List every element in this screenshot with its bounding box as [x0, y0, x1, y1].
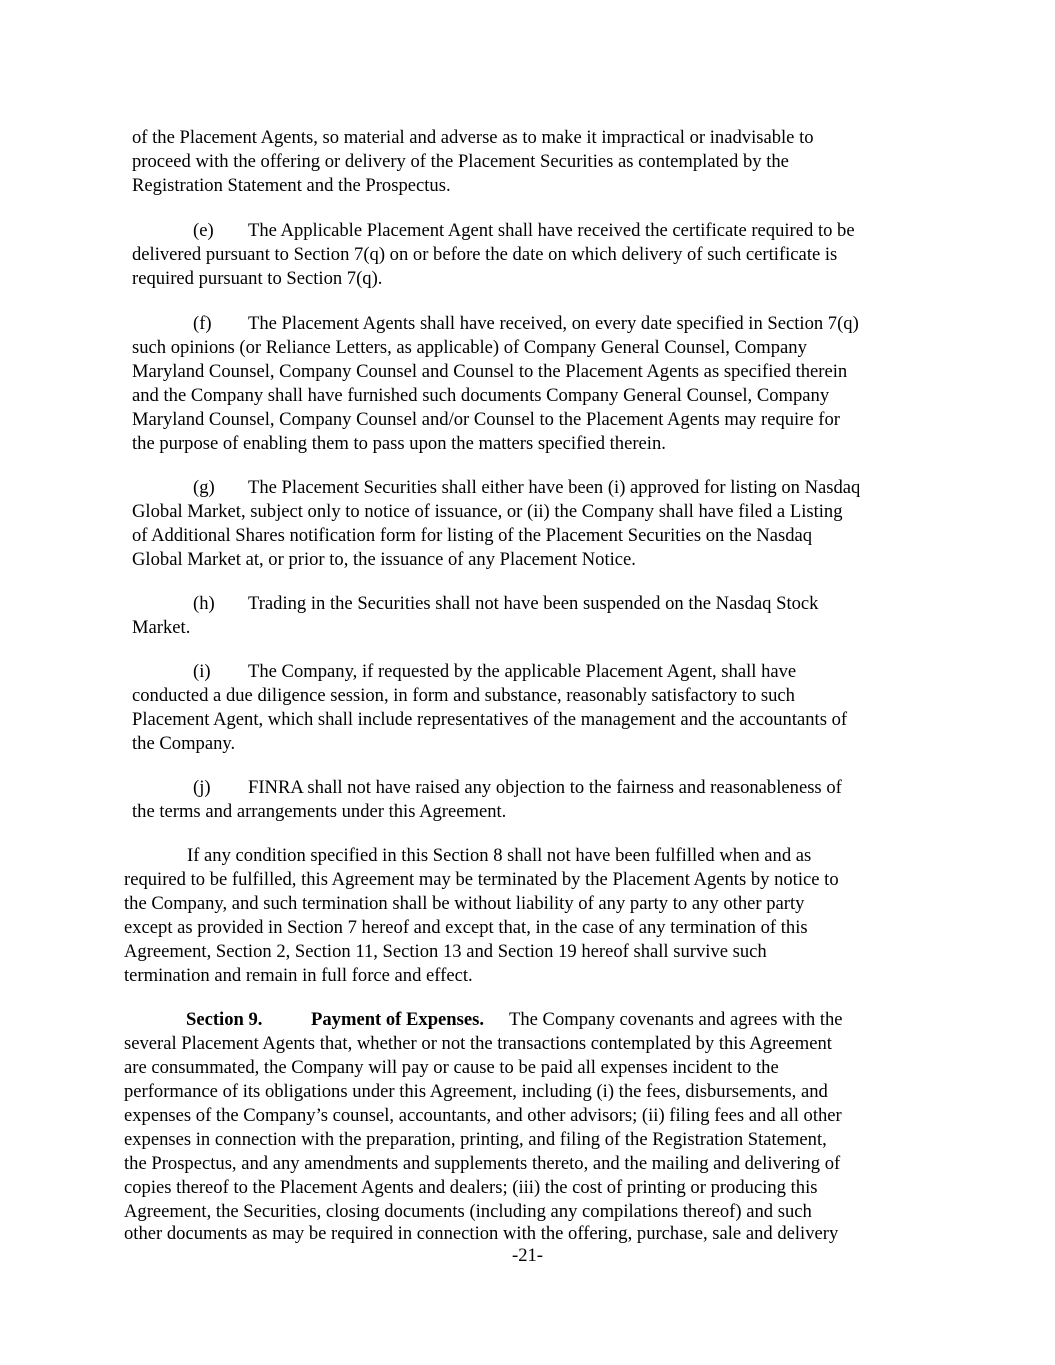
text-line: The Placement Securities shall either have been (i) approved for listing on Nasdaq [248, 477, 861, 498]
text-line: except as provided in Section 7 hereof and except that, in the case of any termination of this [124, 917, 808, 938]
text-line: expenses in connection with the preparation, printing, and filing of the Registration Statement, [124, 1129, 827, 1150]
text-line: such opinions (or Reliance Letters, as applicable) of Company General Counsel, Company [132, 337, 807, 358]
text-line: are consummated, the Company will pay or cause to be paid all expenses incident to the [124, 1057, 779, 1078]
text-line: expenses of the Company’s counsel, accountants, and other advisors; (ii) filing fees and all other [124, 1105, 842, 1126]
text-line: Registration Statement and the Prospectus. [132, 175, 451, 196]
section-heading: Payment of Expenses. [311, 1009, 485, 1030]
page-number: -21- [512, 1245, 543, 1266]
clause-label: (e) [193, 220, 214, 241]
text-line: The Company covenants and agrees with the [509, 1009, 843, 1030]
text-line: Global Market, subject only to notice of issuance, or (ii) the Company shall have filed a Listing [132, 501, 843, 522]
clause-label: (h) [193, 593, 215, 614]
text-line: copies thereof to the Placement Agents and dealers; (iii) the cost of printing or producing this [124, 1177, 818, 1198]
text-line: of the Placement Agents, so material and adverse as to make it impractical or inadvisable to [132, 127, 814, 148]
text-line: other documents as may be required in connection with the offering, purchase, sale and delivery [124, 1223, 839, 1244]
text-line: FINRA shall not have raised any objection to the fairness and reasonableness of [248, 777, 842, 798]
text-line: several Placement Agents that, whether or not the transactions contemplated by this Agreement [124, 1033, 832, 1054]
text-line: termination and remain in full force and effect. [124, 965, 473, 986]
text-line: delivered pursuant to Section 7(q) on or before the date on which delivery of such certificate is [132, 244, 838, 265]
text-line: of Additional Shares notification form for listing of the Placement Securities on the Nasdaq [132, 525, 813, 546]
text-line: performance of its obligations under this Agreement, including (i) the fees, disbursements, and [124, 1081, 828, 1102]
text-line: the Company. [132, 733, 236, 754]
text-line: The Company, if requested by the applicable Placement Agent, shall have [248, 661, 797, 682]
text-line: Agreement, Section 2, Section 11, Section 13 and Section 19 hereof shall survive such [124, 941, 767, 962]
text-line: Maryland Counsel, Company Counsel and Counsel to the Placement Agents as specified therein [132, 361, 848, 382]
text-line: Agreement, the Securities, closing documents (including any compilations thereof) and such [124, 1201, 812, 1222]
text-line: The Placement Agents shall have received, on every date specified in Section 7(q) [248, 313, 859, 334]
text-line: The Applicable Placement Agent shall have received the certificate required to be [248, 220, 855, 241]
clause-label: (j) [193, 777, 211, 798]
text-line: conducted a due diligence session, in form and substance, reasonably satisfactory to such [132, 685, 795, 706]
text-line: required pursuant to Section 7(q). [132, 268, 383, 289]
text-line: proceed with the offering or delivery of the Placement Securities as contemplated by the [132, 151, 789, 172]
text-line: Market. [132, 617, 191, 638]
text-line: If any condition specified in this Section 8 shall not have been fulfilled when and as [187, 845, 812, 866]
text-line: the Prospectus, and any amendments and supplements thereto, and the mailing and delivering of [124, 1153, 841, 1174]
clause-label: (g) [193, 477, 215, 498]
text-line: Global Market at, or prior to, the issuance of any Placement Notice. [132, 549, 636, 570]
text-line: Trading in the Securities shall not have been suspended on the Nasdaq Stock [248, 593, 819, 614]
text-line: the purpose of enabling them to pass upon the matters specified therein. [132, 433, 666, 454]
clause-label: (i) [193, 661, 211, 682]
section-number: Section 9. [186, 1009, 263, 1030]
text-line: Placement Agent, which shall include representatives of the management and the accountants of [132, 709, 848, 730]
text-line: the terms and arrangements under this Agreement. [132, 801, 507, 822]
text-line: the Company, and such termination shall be without liability of any party to any other party [124, 893, 805, 914]
text-line: required to be fulfilled, this Agreement may be terminated by the Placement Agents by notice to [124, 869, 839, 890]
text-line: and the Company shall have furnished such documents Company General Counsel, Company [132, 385, 830, 406]
text-line: Maryland Counsel, Company Counsel and/or Counsel to the Placement Agents may require for [132, 409, 840, 430]
clause-label: (f) [193, 313, 212, 334]
